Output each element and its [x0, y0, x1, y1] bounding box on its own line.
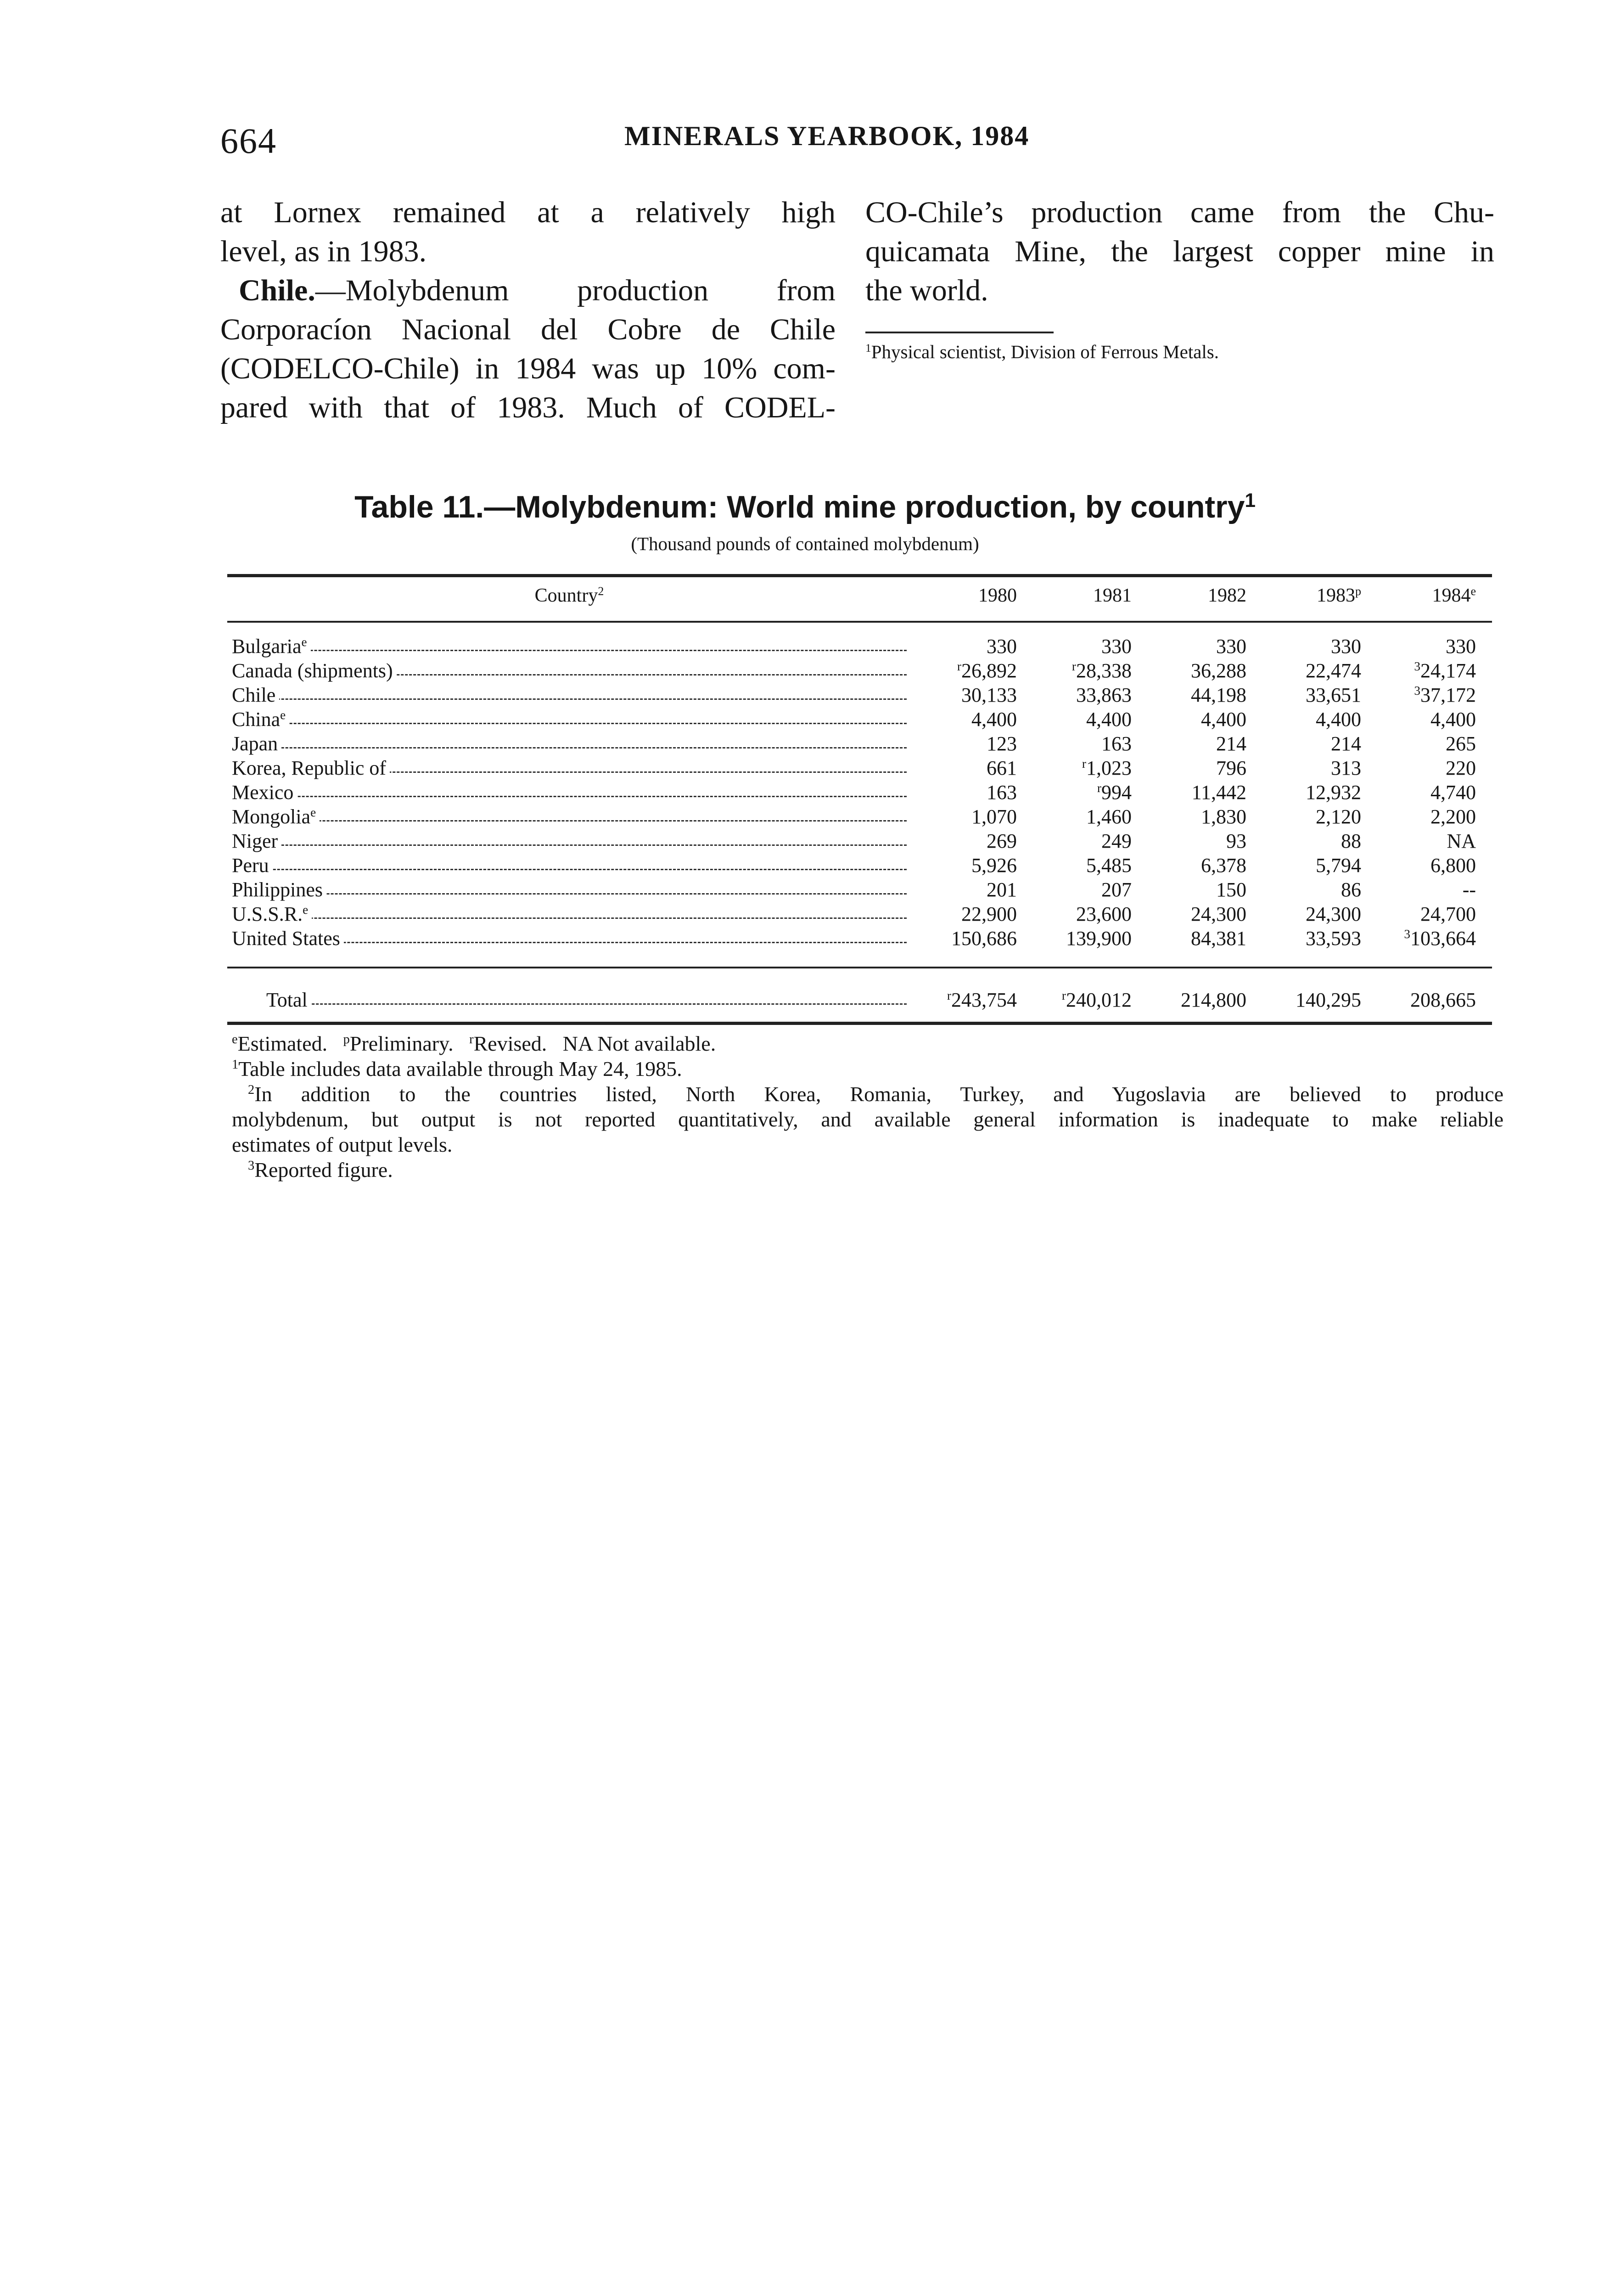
dot-leader	[232, 747, 907, 748]
author-footnote	[865, 339, 1219, 365]
table-cell	[911, 901, 1017, 927]
year-label: 1981	[1093, 585, 1132, 606]
cell-value: 214	[1331, 732, 1361, 755]
cell-value: 24,700	[1420, 903, 1476, 925]
text-line: quicamata Mine, the largest copper mine in	[865, 235, 1494, 268]
table-cell	[1370, 877, 1476, 903]
table-cell	[911, 755, 1017, 781]
year-header	[1370, 585, 1476, 607]
cell-value: 208,665	[1410, 989, 1476, 1011]
table-cell	[1370, 780, 1476, 805]
table-cell	[911, 634, 1017, 659]
cell-value: 22,474	[1306, 659, 1361, 682]
table-cell	[1370, 853, 1476, 878]
table-cell	[1026, 658, 1132, 684]
table-cell	[1141, 780, 1246, 805]
table-cell	[1370, 755, 1476, 781]
footnote-mark: 2	[248, 1083, 255, 1097]
table-cell	[1026, 828, 1132, 854]
country-cell	[232, 926, 907, 951]
cell-value: 86	[1341, 878, 1361, 901]
cell-value: 994	[1101, 781, 1132, 804]
country-cell	[232, 853, 907, 878]
cell-value: 4,740	[1430, 781, 1476, 804]
table-cell	[1256, 987, 1361, 1013]
footnote-line	[232, 1132, 1503, 1157]
table-cell	[911, 828, 1017, 854]
table-cell	[1141, 987, 1246, 1013]
cell-value: 33,593	[1306, 927, 1361, 950]
table-cell	[911, 926, 1017, 951]
country-name: Korea, Republic of	[232, 757, 390, 779]
cell-value: 24,300	[1306, 903, 1361, 925]
cell-value: 12,932	[1306, 781, 1361, 804]
right-column-text	[865, 193, 1494, 310]
text-fragment: —Molybdenum production from	[315, 274, 836, 307]
legend-line	[232, 1031, 1503, 1056]
dot-leader	[232, 917, 907, 919]
table-notes	[232, 1031, 1503, 1182]
table-cell	[1141, 707, 1246, 732]
cell-value: 330	[987, 635, 1017, 658]
cell-mark: r	[947, 989, 951, 1002]
table-cell	[1141, 731, 1246, 757]
cell-value: 163	[987, 781, 1017, 804]
legend-mark: e	[232, 1032, 238, 1047]
cell-value: 22,900	[961, 903, 1017, 925]
table-cell	[1026, 901, 1132, 927]
text-line: pared with that of 1983. Much of CODEL-	[220, 391, 836, 424]
cell-value: 2,200	[1430, 805, 1476, 828]
dot-leader	[232, 796, 907, 797]
cell-value: 4,400	[971, 708, 1017, 731]
cell-value: 11,442	[1191, 781, 1246, 804]
year-mark: e	[1470, 584, 1476, 598]
table-cell	[1026, 682, 1132, 708]
cell-value: 6,800	[1430, 854, 1476, 877]
legend-text: Estimated.	[237, 1032, 328, 1055]
country-name: Mexico	[232, 781, 297, 804]
table-header-rule	[227, 621, 1492, 623]
table-cell	[1370, 707, 1476, 732]
cell-value: 330	[1101, 635, 1132, 658]
country-name: Chile	[232, 684, 279, 706]
table-cell	[1026, 987, 1132, 1013]
cell-value: 36,288	[1191, 659, 1246, 682]
table-cell	[1141, 853, 1246, 878]
footnote-mark: 1	[865, 342, 871, 355]
legend-mark: r	[469, 1032, 474, 1047]
country-cell	[232, 682, 907, 708]
footnote-mark: 2	[598, 584, 604, 598]
table-cell	[1256, 634, 1361, 659]
table-cell	[1141, 901, 1246, 927]
table-cell	[1141, 926, 1246, 951]
cell-mark: r	[1061, 989, 1066, 1002]
country-mark: e	[301, 635, 307, 649]
table-cell	[1370, 658, 1476, 684]
table-cell	[1256, 731, 1361, 757]
footnote-text: Reported figure.	[254, 1158, 393, 1182]
table-cell	[1026, 853, 1132, 878]
cell-value: 28,338	[1076, 659, 1132, 682]
cell-value: 6,378	[1201, 854, 1246, 877]
country-name: China$^e$	[232, 708, 289, 731]
table-cell	[1026, 877, 1132, 903]
year-label: 1984	[1432, 585, 1471, 606]
table-cell	[911, 780, 1017, 805]
cell-value: 44,198	[1191, 684, 1246, 706]
country-name: Japan	[232, 732, 281, 755]
cell-value: 37,172	[1420, 684, 1476, 706]
cell-value: 661	[987, 757, 1017, 779]
cell-value: 330	[1216, 635, 1246, 658]
footnote-text: In addition to the countries listed, North Korea, Romania, Turkey, and Yugoslavia are believed to produce	[254, 1082, 1503, 1106]
author-footnote-text: Physical scientist, Division of Ferrous Metals.	[871, 341, 1219, 362]
cell-value: 201	[987, 878, 1017, 901]
table-total-rule	[227, 967, 1492, 968]
footnote-line	[232, 1081, 1503, 1107]
country-cell	[232, 901, 907, 927]
dot-leader	[232, 844, 907, 846]
running-head: MINERALS YEARBOOK, 1984	[624, 121, 1030, 151]
year-header	[911, 585, 1017, 607]
text-line: level, as in 1983.	[220, 235, 427, 268]
table-cell	[1256, 901, 1361, 927]
dot-leader	[232, 820, 907, 822]
table-cell	[1256, 707, 1361, 732]
cell-value: 220	[1446, 757, 1476, 779]
cell-value: 88	[1341, 830, 1361, 852]
cell-value: 1,460	[1086, 805, 1132, 828]
left-column-text	[220, 193, 836, 427]
cell-value: 269	[987, 830, 1017, 852]
cell-value: 249	[1101, 830, 1132, 852]
table-top-rule	[227, 574, 1492, 577]
table-cell	[1256, 853, 1361, 878]
footnote-mark: 1	[1245, 489, 1256, 511]
cell-value: NA	[1447, 830, 1476, 852]
country-mark: e	[280, 708, 286, 722]
dot-leader	[232, 698, 907, 700]
table-cell	[1141, 682, 1246, 708]
table-subtitle: (Thousand pounds of contained molybdenum)	[631, 533, 979, 554]
cell-value: 243,754	[951, 989, 1017, 1011]
cell-value: 4,400	[1086, 708, 1132, 731]
country-cell	[232, 780, 907, 805]
table-cell	[1026, 755, 1132, 781]
cell-mark: 3	[1414, 659, 1420, 673]
year-header	[1141, 585, 1246, 607]
cell-value: 4,400	[1316, 708, 1361, 731]
country-name: Philippines	[232, 878, 326, 901]
table-cell	[1370, 901, 1476, 927]
dot-leader	[266, 1003, 907, 1005]
cell-value: 313	[1331, 757, 1361, 779]
cell-value: 330	[1331, 635, 1361, 658]
country-cell	[232, 658, 907, 684]
country-mark: e	[303, 903, 309, 917]
table-cell	[911, 987, 1017, 1013]
cell-value: 139,900	[1066, 927, 1132, 950]
legend-text: NA Not available.	[562, 1032, 716, 1055]
text-line: Corporacíon Nacional del Cobre de Chile	[220, 313, 836, 346]
cell-value: 103,664	[1410, 927, 1476, 950]
cell-value: 214	[1216, 732, 1246, 755]
table-cell	[911, 731, 1017, 757]
cell-value: 24,300	[1191, 903, 1246, 925]
year-header	[1256, 585, 1361, 607]
country-cell	[232, 731, 907, 757]
cell-value: 207	[1101, 878, 1132, 901]
table-cell	[1370, 731, 1476, 757]
table-cell	[1370, 804, 1476, 830]
cell-value: 1,070	[971, 805, 1017, 828]
text-line: at Lornex remained at a relatively high	[220, 196, 836, 229]
table-cell	[1256, 658, 1361, 684]
table-cell	[1370, 987, 1476, 1013]
table-cell	[1141, 658, 1246, 684]
cell-value: 93	[1226, 830, 1246, 852]
table-cell	[911, 804, 1017, 830]
table-title-text: Table 11.—Molybdenum: World mine production, by country	[354, 490, 1245, 524]
cell-value: 26,892	[961, 659, 1017, 682]
cell-value: 1,830	[1201, 805, 1246, 828]
table-cell	[911, 853, 1017, 878]
cell-value: 30,133	[961, 684, 1017, 706]
footnote-mark: 1	[232, 1058, 239, 1072]
table-cell	[1370, 634, 1476, 659]
year-label: 1980	[978, 585, 1017, 606]
table-cell	[1256, 755, 1361, 781]
page-number: 664	[220, 121, 277, 161]
country-cell	[232, 707, 907, 732]
cell-value: 4,400	[1430, 708, 1476, 731]
cell-value: 5,794	[1316, 854, 1361, 877]
table-cell	[1141, 755, 1246, 781]
cell-value: 163	[1101, 732, 1132, 755]
country-name: Niger	[232, 830, 281, 852]
table-cell	[1026, 731, 1132, 757]
year-header	[1026, 585, 1132, 607]
footnote-text: molybdenum, but output is not reported quantitatively, and available general information is inadequate to make reliable	[232, 1108, 1503, 1131]
table-cell	[1141, 804, 1246, 830]
cell-value: 23,600	[1076, 903, 1132, 925]
text-line: CO-Chile’s production came from the Chu-	[865, 196, 1494, 229]
country-cell	[232, 828, 907, 854]
table-cell	[1256, 877, 1361, 903]
cell-mark: 3	[1414, 684, 1420, 698]
country-cell	[232, 877, 907, 903]
table-cell	[1141, 634, 1246, 659]
country-mark: e	[310, 805, 316, 819]
table-cell	[1256, 780, 1361, 805]
cell-value: --	[1462, 878, 1476, 901]
dot-leader	[232, 650, 907, 651]
cell-value: 33,863	[1076, 684, 1132, 706]
country-name: Peru	[232, 854, 273, 877]
footnote-text: estimates of output levels.	[232, 1133, 453, 1156]
table-cell	[1256, 804, 1361, 830]
cell-value: 123	[987, 732, 1017, 755]
total-label-text: Total	[266, 989, 311, 1011]
section-heading-chile: Chile.	[239, 274, 315, 307]
cell-mark: r	[957, 659, 961, 673]
table-cell	[911, 682, 1017, 708]
table-cell	[1026, 707, 1132, 732]
table-cell	[911, 707, 1017, 732]
table-bottom-rule	[227, 1022, 1492, 1025]
footnote-line	[232, 1107, 1503, 1132]
table-cell	[1141, 877, 1246, 903]
table-cell	[1026, 634, 1132, 659]
cell-value: 5,485	[1086, 854, 1132, 877]
cell-value: 240,012	[1066, 989, 1132, 1011]
cell-mark: r	[1097, 781, 1101, 795]
table-cell	[1370, 682, 1476, 708]
footnote-line	[232, 1157, 1503, 1182]
table-cell	[911, 658, 1017, 684]
country-name: United States	[232, 927, 344, 950]
footnote-text: Table includes data available through May 24, 1985.	[238, 1057, 682, 1080]
table-cell	[1256, 682, 1361, 708]
country-name: Mongolia$^e$	[232, 805, 320, 828]
table-cell	[1370, 926, 1476, 951]
legend-text: Revised.	[473, 1032, 547, 1055]
table-cell	[1026, 780, 1132, 805]
year-mark: p	[1355, 584, 1361, 598]
country-cell	[232, 755, 907, 781]
table-cell	[1256, 828, 1361, 854]
cell-value: 330	[1446, 635, 1476, 658]
cell-value: 2,120	[1316, 805, 1361, 828]
year-label: 1983	[1316, 585, 1355, 606]
cell-mark: 3	[1404, 927, 1410, 941]
legend-mark: p	[343, 1032, 350, 1047]
country-header-text: Country	[534, 585, 598, 606]
cell-value: 33,651	[1306, 684, 1361, 706]
text-line: the world.	[865, 274, 988, 307]
country-name: U.S.S.R.$^e$	[232, 903, 312, 925]
text-line: (CODELCO-Chile) in 1984 was up 10% com-	[220, 352, 836, 385]
country-cell	[232, 634, 907, 659]
footnote-rule	[865, 332, 1054, 333]
table-cell	[1026, 926, 1132, 951]
text-line	[220, 271, 836, 310]
country-column-header	[227, 585, 911, 607]
cell-value: 84,381	[1191, 927, 1246, 950]
country-name: Bulgaria$^e$	[232, 635, 311, 658]
cell-mark: r	[1071, 659, 1076, 673]
cell-value: 1,023	[1086, 757, 1132, 779]
cell-mark: r	[1082, 757, 1086, 771]
dot-leader	[232, 869, 907, 870]
footnote-line	[232, 1056, 1503, 1081]
table-cell	[1026, 804, 1132, 830]
total-label	[232, 987, 907, 1013]
table-title	[0, 489, 1610, 525]
cell-value: 24,174	[1420, 659, 1476, 682]
legend-text: Preliminary.	[349, 1032, 454, 1055]
cell-value: 150	[1216, 878, 1246, 901]
cell-value: 796	[1216, 757, 1246, 779]
cell-value: 214,800	[1181, 989, 1246, 1011]
cell-value: 5,926	[971, 854, 1017, 877]
dot-leader	[232, 893, 907, 895]
country-name: Canada (shipments)	[232, 659, 397, 682]
cell-value: 150,686	[951, 927, 1017, 950]
table-cell	[1256, 926, 1361, 951]
table-cell	[1141, 828, 1246, 854]
cell-value: 4,400	[1201, 708, 1246, 731]
country-cell	[232, 804, 907, 830]
footnote-mark: 3	[248, 1159, 255, 1173]
table-cell	[911, 877, 1017, 903]
table-cell	[1370, 828, 1476, 854]
cell-value: 265	[1446, 732, 1476, 755]
cell-value: 140,295	[1296, 989, 1361, 1011]
year-label: 1982	[1208, 585, 1246, 606]
dot-leader	[232, 723, 907, 724]
